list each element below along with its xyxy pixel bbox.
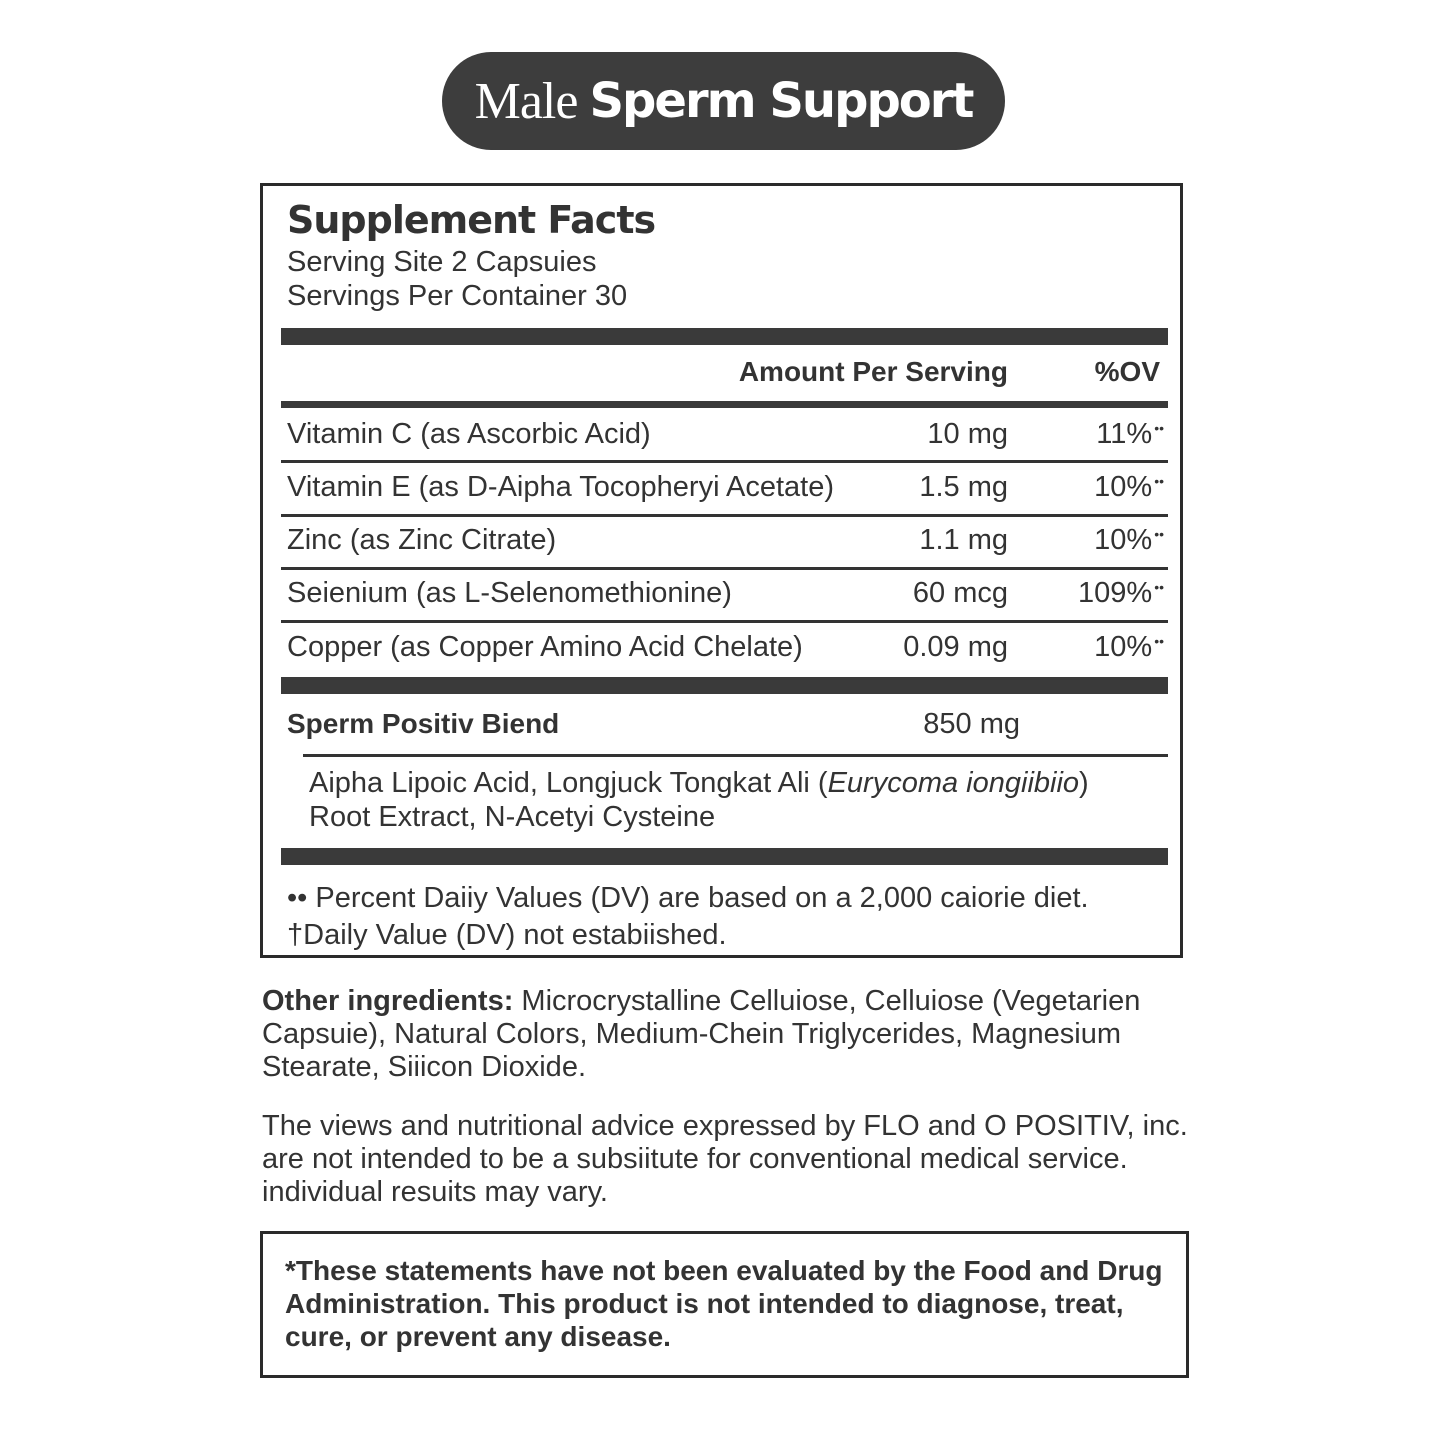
blend-ingredients-part: ) [1079,767,1089,799]
nutrient-dv [1094,631,1164,664]
dv-value: 10% [1094,631,1153,663]
other-ingredients-text: Microcrystalline Celluiose, Celluiose (Vegetarien Capsuie), Natural Colors, Medium-Chein Triglycerides, Magnesium Stearate, Siiicon Dioxide. [262,985,1141,1083]
supplement-facts-panel [260,183,1183,958]
nutrient-amount: 60 mcg [912,577,1008,609]
nutrient-dv [1096,418,1164,451]
title-bold: Sperm Support [589,73,973,129]
fda-disclaimer-box [260,1231,1189,1378]
dv-mark: •• [1154,420,1164,436]
blend-divider [303,754,1168,757]
dv-footnote: •• Percent Daiiy Values (DV) are based on a 2,000 caiorie diet. [287,882,1089,914]
facts-title: Supplement Facts [287,198,656,242]
blend-ingredients-line2: Root Extract, N-Acetyi Cysteine [309,801,716,833]
serving-size: Serving Site 2 Capsuies [287,246,597,278]
dv-value: 109% [1078,577,1153,609]
medium-divider [281,401,1168,408]
dv-value: 10% [1094,471,1153,503]
row-divider [281,460,1168,463]
nutrient-amount: 0.09 mg [903,631,1008,663]
row-divider [281,567,1168,570]
dv-not-established-note: †Daily Value (DV) not estabiished. [287,919,727,951]
nutrient-name: Vitamin E (as D-Aipha Tocopheryi Acetate) [287,471,834,503]
product-title-banner [442,52,1005,150]
header-dv: %OV [1094,356,1160,387]
dv-value: 10% [1094,524,1153,556]
blend-amount: 850 mg [923,708,1020,740]
dv-mark: •• [1154,579,1164,595]
disclaimer-views: The views and nutritional advice expressed by FLO and O POSITIV, inc. are not intended to be a subsiitute for conventional medical service. individual resuits may vary. [262,1110,1188,1208]
thick-divider [281,848,1168,865]
blend-name: Sperm Positiv Biend [287,708,560,739]
header-amount: Amount Per Serving [738,356,1008,387]
other-ingredients-label: Other ingredients: [262,985,514,1017]
dv-mark: •• [1154,473,1164,489]
servings-per-container: Servings Per Container 30 [287,280,628,312]
row-divider [281,514,1168,517]
dv-mark: •• [1154,526,1164,542]
thick-divider [281,677,1168,694]
nutrient-dv [1094,524,1164,557]
nutrient-name: Seienium (as L-Selenomethionine) [287,577,732,609]
dv-value: 11% [1096,418,1153,450]
blend-ingredients [309,766,1159,834]
dv-mark: •• [1154,633,1164,649]
nutrient-amount: 1.5 mg [919,471,1008,503]
nutrient-name: Vitamin C (as Ascorbic Acid) [287,418,651,450]
title-light: Male [474,72,578,130]
row-divider [281,620,1168,623]
nutrient-amount: 10 mg [927,418,1008,450]
thick-divider [281,328,1168,345]
fda-disclaimer-text: *These statements have not been evaluated by the Food and Drug Administration. This product is not intended to diagnose, treat, cure, or prevent any disease. [285,1255,1163,1352]
blend-ingredients-latin: Eurycoma iongiibiio [827,767,1080,799]
nutrient-name: Copper (as Copper Amino Acid Chelate) [287,631,803,663]
other-ingredients [262,985,1192,1084]
nutrient-amount: 1.1 mg [919,524,1008,556]
nutrient-name: Zinc (as Zinc Citrate) [287,524,557,556]
blend-ingredients-part: Aipha Lipoic Acid, Longjuck Tongkat Ali ( [309,767,828,799]
nutrient-dv [1094,471,1164,504]
nutrient-dv [1078,577,1164,610]
